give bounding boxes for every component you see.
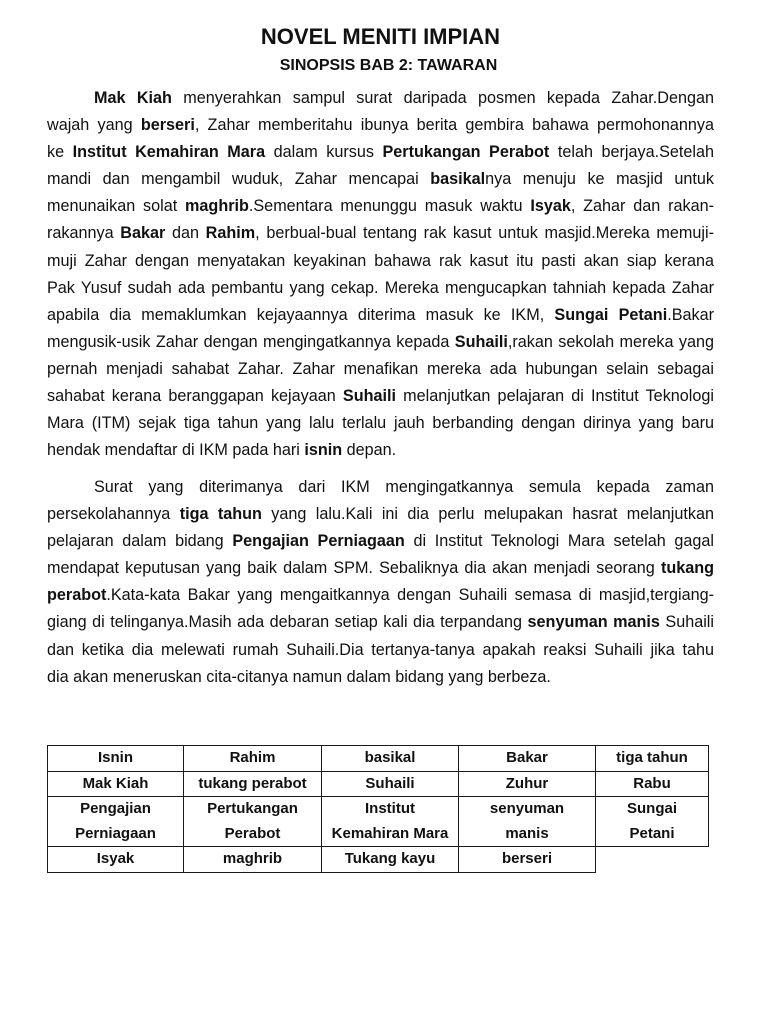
table-row xyxy=(48,847,709,873)
text-run: pelajaran dalam bidang xyxy=(47,532,233,551)
text-line xyxy=(47,220,714,247)
text-run: Surat yang diterimanya dari IKM mengingatkannya semula kepada zaman xyxy=(94,478,714,496)
synopsis-paragraph xyxy=(47,474,714,691)
text-run: , Zahar memberitahu ibunya berita gembira bahawa permohonannya xyxy=(194,116,714,135)
text-run: giang di telinganya.Masih ada debaran setiap kali dia terpandang xyxy=(47,613,528,632)
text-run: wajah yang xyxy=(47,116,141,135)
bold-text: Mak Kiah xyxy=(94,89,172,107)
bold-text: perabot xyxy=(47,586,107,605)
document-subtitle: SINOPSIS BAB 2: TAWARAN xyxy=(279,57,498,74)
text-run: dalam kursus xyxy=(265,143,383,162)
table-cell: tiga tahun xyxy=(596,746,709,772)
vocabulary-table xyxy=(47,745,709,873)
bold-text: Pertukangan Perabot xyxy=(382,143,550,162)
bold-text: maghrib xyxy=(185,197,249,216)
table-cell: Rahim xyxy=(184,746,322,772)
text-run: menunaikan solat xyxy=(47,197,186,216)
document-title: NOVEL MENITI IMPIAN xyxy=(260,24,501,49)
text-run: persekolahannya xyxy=(47,505,180,524)
text-run: sahabat kerana beranggapan kejayaan xyxy=(47,387,343,406)
bold-text: Bakar xyxy=(120,224,166,243)
text-line xyxy=(47,501,714,528)
text-line xyxy=(47,302,714,329)
bold-text: Rahim xyxy=(205,224,256,243)
table-cell: tukang perabot xyxy=(184,771,322,797)
bold-text: tukang xyxy=(660,559,714,578)
text-run: di Institut Teknologi Mara setelah gagal xyxy=(404,532,714,551)
text-line xyxy=(47,383,714,410)
text-run: apabila dia memaklumkan kejayaannya diterima masuk ke IKM, xyxy=(47,305,555,324)
table-cell: Tukang kayu xyxy=(322,847,459,873)
table-cell: Institut Kemahiran Mara xyxy=(322,797,459,847)
text-run: Pak Yusuf sudah ada pembantu yang cekap. Mereka mengucapkan tahniah kepada Zahar xyxy=(47,278,714,297)
text-run: ,rakan sekolah mereka yang xyxy=(507,332,714,351)
table-row xyxy=(48,746,709,772)
text-line xyxy=(47,248,714,275)
table-cell: senyuman manis xyxy=(459,797,596,847)
text-line xyxy=(47,166,714,193)
text-run: rakannya xyxy=(47,224,121,243)
bold-text: Institut Kemahiran Mara xyxy=(72,143,266,162)
text-line xyxy=(47,437,714,464)
text-run: .Sementara menunggu masuk waktu xyxy=(248,197,531,216)
text-run: .Bakar xyxy=(667,305,714,324)
text-line xyxy=(47,112,714,139)
text-run: Mara (ITM) sejak tiga tahun yang lalu terlalu jauh berbanding dengan dirinya yang baru xyxy=(47,414,714,433)
vocabulary-table-body xyxy=(48,746,709,873)
text-line xyxy=(47,356,714,383)
text-run: menyerahkan sampul surat daripada posmen kepada Zahar.Dengan xyxy=(171,89,714,107)
text-line xyxy=(47,609,714,636)
table-cell: Sungai Petani xyxy=(596,797,709,847)
text-line xyxy=(47,275,714,302)
text-run: mandi dan mengambil wuduk, Zahar mencapai xyxy=(47,170,431,189)
table-cell: Rabu xyxy=(596,771,709,797)
bold-text: isnin xyxy=(304,441,343,460)
bold-text: senyuman manis xyxy=(527,613,660,632)
bold-text: tiga tahun xyxy=(179,505,262,524)
text-run: dan ketika dia melewati rumah Suhaili.Dia tertanya-tanya apakah reaksi Suhaili jika tahu xyxy=(47,640,714,659)
table-cell: Isyak xyxy=(48,847,184,873)
text-run: telah berjaya.Setelah xyxy=(549,143,714,162)
table-cell: berseri xyxy=(459,847,596,873)
text-run: ke xyxy=(47,143,73,162)
table-cell: basikal xyxy=(322,746,459,772)
table-cell: Pengajian Perniagaan xyxy=(48,797,184,847)
text-run: , Zahar dan rakan- xyxy=(570,197,714,216)
table-cell: maghrib xyxy=(184,847,322,873)
text-line xyxy=(47,85,714,112)
bold-text: Sungai Petani xyxy=(554,305,668,324)
table-cell: Isnin xyxy=(48,746,184,772)
text-line xyxy=(47,664,714,691)
table-row xyxy=(48,771,709,797)
text-run: , berbual-bual tentang rak kasut untuk masjid.Mereka memuji- xyxy=(255,224,714,243)
text-run: mendapat keputusan yang baik dalam SPM. Sebaliknya dia akan menjadi seorang xyxy=(47,559,661,578)
text-run: hendak mendaftar di IKM pada hari xyxy=(47,441,305,460)
text-run: .Kata-kata Bakar yang mengaitkannya dengan Suhaili semasa di masjid,tergiang- xyxy=(106,586,714,605)
synopsis-paragraph xyxy=(47,85,714,464)
text-run: dan xyxy=(165,224,206,243)
table-cell: Pertukangan Perabot xyxy=(184,797,322,847)
table-cell: Suhaili xyxy=(322,771,459,797)
text-line xyxy=(47,329,714,356)
text-run: dia akan meneruskan cita-citanya namun dalam bidang yang berbeza. xyxy=(47,667,551,686)
bold-text: Suhaili xyxy=(454,332,508,351)
text-line xyxy=(47,474,714,501)
text-run: yang lalu.Kali ini dia perlu melupakan hasrat melanjutkan xyxy=(261,505,714,524)
text-run: mengusik-usik Zahar dengan mengingatkannya kepada xyxy=(47,332,455,351)
bold-text: Pengajian Perniagaan xyxy=(232,532,405,551)
table-cell: Bakar xyxy=(459,746,596,772)
text-line xyxy=(47,193,714,220)
text-line xyxy=(47,139,714,166)
bold-text: Isyak xyxy=(530,197,571,216)
text-line xyxy=(47,410,714,437)
table-row xyxy=(48,797,709,847)
text-run: nya menuju ke masjid untuk xyxy=(485,170,714,189)
bold-text: berseri xyxy=(140,116,195,135)
text-line xyxy=(47,637,714,664)
text-line xyxy=(47,582,714,609)
text-run: muji Zahar dengan menyatakan keyakinan bahawa rak kasut itu pasti akan siap kerana xyxy=(47,251,714,270)
table-cell: Mak Kiah xyxy=(48,771,184,797)
text-line xyxy=(47,528,714,555)
bold-text: Suhaili xyxy=(342,387,396,406)
text-run: Suhaili xyxy=(659,613,714,632)
text-run: depan. xyxy=(342,441,397,460)
table-cell: Zuhur xyxy=(459,771,596,797)
text-run: melanjutkan pelajaran di Institut Teknologi xyxy=(395,387,714,406)
text-run: pernah menjadi sahabat Zahar. Zahar menafikan mereka ada hubungan selain sebagai xyxy=(47,359,714,378)
text-line xyxy=(47,555,714,582)
bold-text: basikal xyxy=(430,170,486,189)
